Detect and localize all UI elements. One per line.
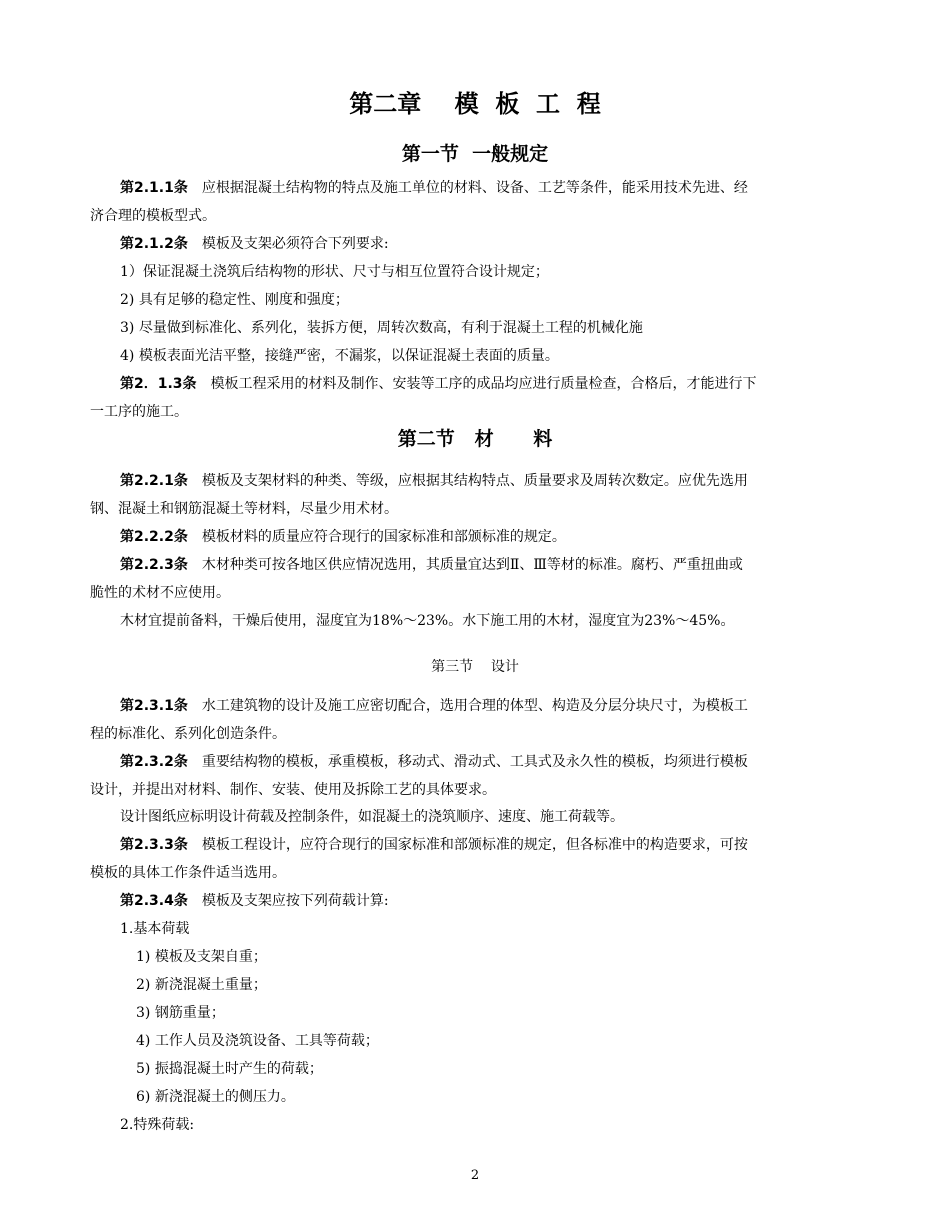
article-2-3-1 xyxy=(120,692,895,720)
article-2-1-1 xyxy=(120,174,895,202)
chapter-title: 第二章 模 板 工 程 xyxy=(349,90,601,118)
article-label: 第2.3.1条 xyxy=(120,698,188,714)
article-2-3-3-cont: 模板的具体工作条件适当选用。 xyxy=(90,865,286,881)
page-number: 2 xyxy=(470,1168,480,1183)
article-text: 模板及支架必须符合下列要求: xyxy=(201,236,389,252)
article-text: 模板及支架应按下列荷载计算: xyxy=(201,893,389,909)
article-2-2-2 xyxy=(120,523,895,551)
article-2-1-1-cont: 济合理的模板型式。 xyxy=(90,208,216,224)
article-2-3-2-cont: 设计，并提出对材料、制作、安装、使用及拆除工艺的具体要求。 xyxy=(90,782,496,798)
design-drawing-paragraph: 设计图纸应标明设计荷载及控制条件，如混凝土的浇筑顺序、速度、施工荷载等。 xyxy=(120,809,624,825)
load-item-1: 1) 模板及支架自重； xyxy=(136,949,267,965)
requirement-item-3: 3) 尽量做到标准化、系列化，装拆方便，周转次数高，有利于混凝土工程的机械化施 xyxy=(120,320,643,336)
article-text: 模板工程采用的材料及制作、安装等工序的成品均应进行质量检查，合格后，才能进行下 xyxy=(210,376,757,392)
article-2-2-3 xyxy=(120,551,895,579)
section-2-title: 第二节 材 料 xyxy=(397,428,553,450)
section-1-title: 第一节 一般规定 xyxy=(401,143,549,165)
load-item-4: 4) 工作人员及浇筑设备、工具等荷载； xyxy=(136,1033,379,1049)
requirement-item-2: 2) 具有足够的稳定性、刚度和强度； xyxy=(120,292,349,308)
article-text: 应根据混凝土结构物的特点及施工单位的材料、设备、工艺等条件，能采用技术先进、经 xyxy=(201,180,748,196)
article-text: 模板材料的质量应符合现行的国家标准和部颁标准的规定。 xyxy=(201,529,566,545)
basic-loads-heading: 1.基本荷载 xyxy=(120,921,190,937)
article-label: 第2.1.2条 xyxy=(120,236,188,252)
article-2-1-3-cont: 一工序的施工。 xyxy=(90,404,188,420)
article-2-1-2 xyxy=(120,230,895,258)
article-label: 第2．1.3条 xyxy=(120,376,197,392)
load-item-3: 3) 钢筋重量； xyxy=(136,1005,225,1021)
article-label: 第2.1.1条 xyxy=(120,180,188,196)
article-text: 模板及支架材料的种类、等级，应根据其结构特点、质量要求及周转次数定。应优先选用 xyxy=(201,473,748,489)
article-label: 第2.2.2条 xyxy=(120,529,188,545)
requirement-item-1: 1）保证混凝土浇筑后结构物的形状、尺寸与相互位置符合设计规定； xyxy=(120,264,549,280)
article-2-1-3 xyxy=(120,370,895,398)
article-label: 第2.3.4条 xyxy=(120,893,188,909)
article-text: 模板工程设计，应符合现行的国家标准和部颁标准的规定，但各标准中的构造要求，可按 xyxy=(201,837,748,853)
requirement-item-4: 4) 模板表面光洁平整，接缝严密，不漏浆，以保证混凝土表面的质量。 xyxy=(120,348,559,364)
article-2-2-1-cont: 钢、混凝土和钢筋混凝土等材料，尽量少用术材。 xyxy=(90,501,398,517)
article-label: 第2.3.2条 xyxy=(120,754,188,770)
article-2-3-2 xyxy=(120,748,895,776)
article-text: 木材种类可按各地区供应情况选用，其质量宜达到Ⅱ、Ⅲ等材的标准。腐朽、严重扭曲或 xyxy=(201,557,743,573)
article-text: 重要结构物的模板，承重模板，移动式、滑动式、工具式及永久性的模板，均须进行模板 xyxy=(201,754,748,770)
article-2-2-3-cont: 脆性的术材不应使用。 xyxy=(90,585,230,601)
wood-moisture-paragraph: 木材宜提前备料，干燥后使用，湿度宜为18%～23%。水下施工用的木材，湿度宜为23%～45%。 xyxy=(120,613,735,629)
article-2-3-3 xyxy=(120,831,895,859)
special-loads-heading: 2.特殊荷载: xyxy=(120,1117,195,1133)
article-text: 水工建筑物的设计及施工应密切配合，选用合理的体型、构造及分层分块尺寸，为模板工 xyxy=(201,698,748,714)
section-3-title: 第三节 设计 xyxy=(431,659,519,675)
load-item-2: 2) 新浇混凝土重量； xyxy=(136,977,267,993)
load-item-5: 5) 振捣混凝土时产生的荷载； xyxy=(136,1061,323,1077)
article-2-3-4 xyxy=(120,887,895,915)
article-label: 第2.2.3条 xyxy=(120,557,188,573)
article-label: 第2.3.3条 xyxy=(120,837,188,853)
article-2-3-1-cont: 程的标准化、系列化创造条件。 xyxy=(90,726,286,742)
article-2-2-1 xyxy=(120,467,895,495)
article-label: 第2.2.1条 xyxy=(120,473,188,489)
load-item-6: 6) 新浇混凝土的侧压力。 xyxy=(136,1089,295,1105)
